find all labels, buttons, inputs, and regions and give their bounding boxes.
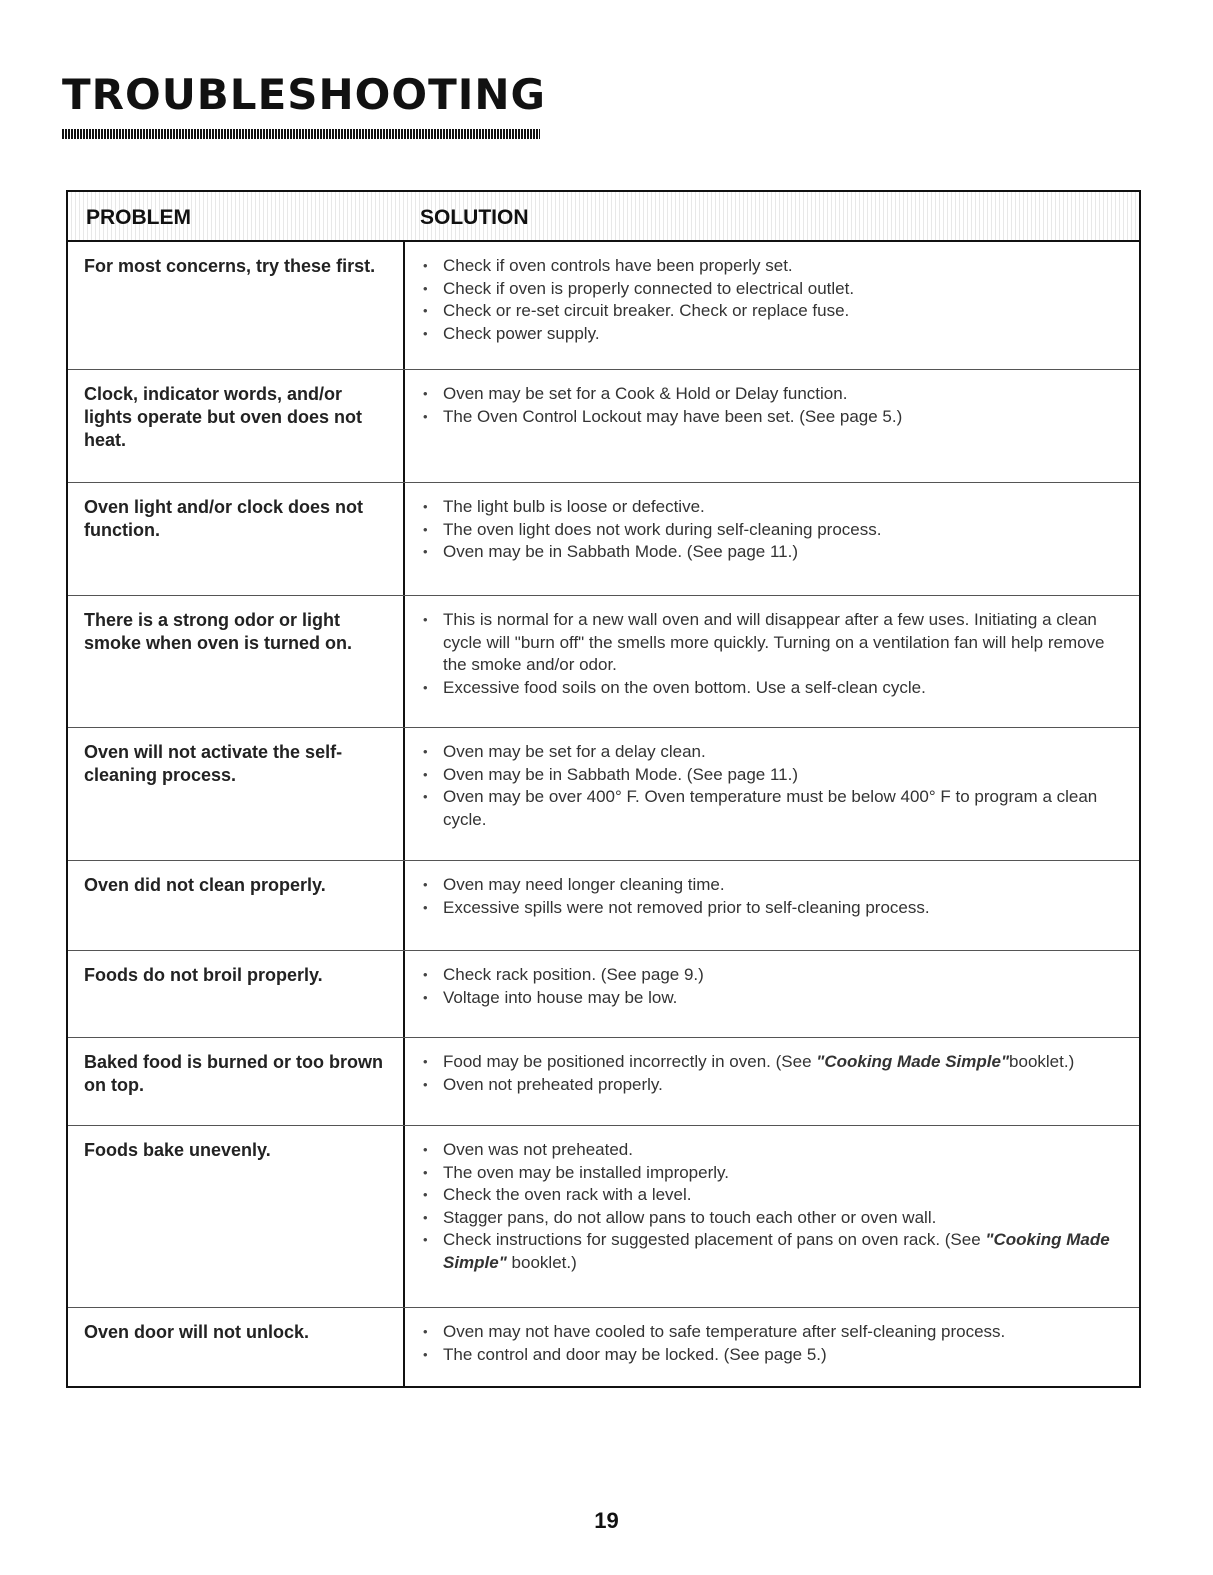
solution-item: • Excessive food soils on the oven bottom. Use a self-clean cycle. xyxy=(420,677,1130,700)
page-number: 19 xyxy=(594,1508,619,1533)
solution-item: • Oven may be set for a Cook & Hold or Delay function. xyxy=(420,383,1130,406)
solution-item: • The Oven Control Lockout may have been set. (See page 5.) xyxy=(420,406,1130,429)
title-underline xyxy=(62,129,540,139)
solution-item: • Check power supply. xyxy=(420,323,1130,346)
solution-item: • Oven may not have cooled to safe temperature after self-cleaning process. xyxy=(420,1321,1130,1344)
table-row xyxy=(68,596,1139,728)
solution-item: • The light bulb is loose or defective. xyxy=(420,496,1130,519)
problem-text: Foods bake unevenly. xyxy=(84,1140,271,1160)
solution-list xyxy=(420,383,1130,428)
solution-item: • Check if oven is properly connected to electrical outlet. xyxy=(420,278,1130,301)
solution-item xyxy=(420,1229,1130,1274)
table-header xyxy=(68,192,1139,242)
solution-item: • Check rack position. (See page 9.) xyxy=(420,964,1130,987)
solution-item: • Oven not preheated properly. xyxy=(420,1074,1130,1097)
solution-item: • Check the oven rack with a level. xyxy=(420,1184,1130,1207)
table-row xyxy=(68,1126,1139,1308)
page-title: TROUBLESHOOTING xyxy=(62,70,546,119)
problem-text: For most concerns, try these first. xyxy=(84,256,376,276)
solution-list xyxy=(420,1139,1130,1275)
solution-item: • Oven may be over 400° F. Oven temperature must be below 400° F to program a clean cycle. xyxy=(420,786,1130,831)
solution-item: • The control and door may be locked. (See page 5.) xyxy=(420,1344,1130,1367)
solution-text-end: booklet.) xyxy=(511,1252,577,1272)
table-row xyxy=(68,1038,1139,1126)
problem-text: Oven did not clean properly. xyxy=(84,875,326,895)
solution-item: • Oven was not preheated. xyxy=(420,1139,1130,1162)
solution-list xyxy=(420,964,1130,1009)
troubleshooting-table xyxy=(66,190,1141,1388)
solution-list xyxy=(420,255,1130,345)
solution-item: • Check or re-set circuit breaker. Check or replace fuse. xyxy=(420,300,1130,323)
problem-text: Baked food is burned or too brown on top. xyxy=(84,1052,383,1095)
solution-list xyxy=(420,1051,1130,1096)
solution-item: • Excessive spills were not removed prior to self-cleaning process. xyxy=(420,897,1130,920)
solution-text-end: booklet.) xyxy=(1009,1052,1075,1071)
table-row xyxy=(68,951,1139,1038)
problem-text: Clock, indicator words, and/or lights operate but oven does not heat. xyxy=(84,384,363,450)
solution-list xyxy=(420,741,1130,831)
solution-column-header: SOLUTION xyxy=(420,206,529,229)
table-row xyxy=(68,1308,1139,1386)
table-row xyxy=(68,861,1139,951)
solution-list xyxy=(420,1321,1130,1366)
solution-list xyxy=(420,874,1130,919)
table-row xyxy=(68,370,1139,483)
solution-item: • Oven may be in Sabbath Mode. (See page 11.) xyxy=(420,541,1130,564)
solution-list xyxy=(420,496,1130,564)
problem-text: Foods do not broil properly. xyxy=(84,965,323,985)
problem-text: Oven will not activate the self-cleaning process. xyxy=(84,742,343,785)
solution-text: Check instructions for suggested placement of pans on oven rack. (See xyxy=(443,1230,981,1250)
table-row xyxy=(68,242,1139,370)
solution-item: • The oven may be installed improperly. xyxy=(420,1162,1130,1185)
solution-item: • Oven may be set for a delay clean. xyxy=(420,741,1130,764)
solution-item: • Oven may be in Sabbath Mode. (See page 11.) xyxy=(420,764,1130,787)
solution-item xyxy=(420,1051,1130,1074)
solution-list xyxy=(420,609,1130,699)
problem-text: There is a strong odor or light smoke when oven is turned on. xyxy=(84,610,353,653)
table-row xyxy=(68,728,1139,861)
booklet-reference: "Cooking Made Simple" xyxy=(816,1052,1010,1071)
table-row xyxy=(68,483,1139,596)
solution-item: • Oven may need longer cleaning time. xyxy=(420,874,1130,897)
solution-text: Food may be positioned incorrectly in oven. (See xyxy=(443,1052,812,1071)
solution-item: • Voltage into house may be low. xyxy=(420,987,1130,1010)
solution-item: • This is normal for a new wall oven and will disappear after a few uses. Initiating a clean cycle will "burn off" the smells more quickly. Turning on a ventilation fan will help remove the smoke and/or odor. xyxy=(420,609,1130,677)
problem-column-header: PROBLEM xyxy=(86,206,191,229)
problem-text: Oven light and/or clock does not function. xyxy=(84,497,364,540)
booklet-reference: "Cooking Made Simple" xyxy=(443,1230,1110,1272)
problem-text: Oven door will not unlock. xyxy=(84,1322,310,1342)
solution-item: • Check if oven controls have been properly set. xyxy=(420,255,1130,278)
solution-item: • The oven light does not work during self-cleaning process. xyxy=(420,519,1130,542)
solution-item: • Stagger pans, do not allow pans to touch each other or oven wall. xyxy=(420,1207,1130,1230)
